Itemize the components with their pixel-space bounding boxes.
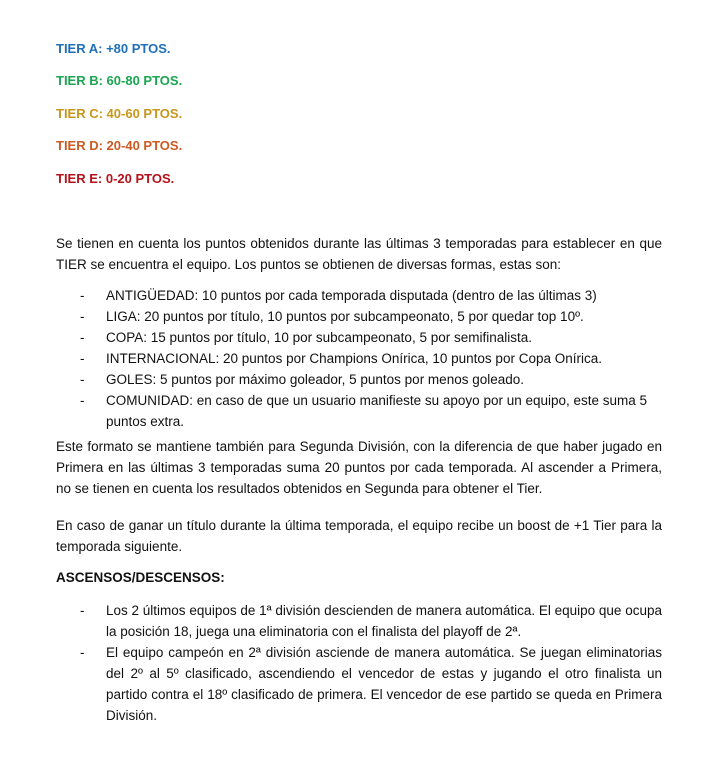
tier-a-label: TIER A: +80 PTOS. (56, 41, 171, 56)
intro-paragraph: Se tienen en cuenta los puntos obtenidos durante las últimas 3 temporadas para establecer en que TIER se encuentra el equipo. Los puntos se obtienen de diversas formas, estas son: (56, 236, 662, 272)
list-item (56, 642, 662, 726)
tier-d-label: TIER D: 20-40 PTOS. (56, 138, 183, 153)
list-item-text: COPA: 15 puntos por título, 10 por subcampeonato, 5 por semifinalista. (106, 330, 532, 345)
list-dash: - (80, 351, 85, 366)
segunda-paragraph: Este formato se mantiene también para Segunda División, con la diferencia de que haber jugado en Primera en las últimas 3 temporadas suma 20 puntos por cada temporada. Al ascender a Primera, no se tienen en cuenta los resultados obtenidos en Segunda para obtener el Tier. (56, 439, 662, 496)
list-dash: - (80, 330, 85, 345)
list-item (56, 285, 662, 306)
list-dash: - (80, 372, 85, 387)
list-item (56, 327, 662, 348)
list-item-text: ANTIGÜEDAD: 10 puntos por cada temporada disputada (dentro de las últimas 3) (106, 288, 597, 303)
tier-c-label: TIER C: 40-60 PTOS. (56, 106, 183, 121)
list-item-text: LIGA: 20 puntos por título, 10 puntos por subcampeonato, 5 por quedar top 10º. (106, 309, 584, 324)
list-item-text: COMUNIDAD: en caso de que un usuario manifieste su apoyo por un equipo, este suma 5 puntos extra. (106, 393, 648, 429)
list-item-text: GOLES: 5 puntos por máximo goleador, 5 puntos por menos goleado. (106, 372, 525, 387)
list-item (56, 306, 662, 327)
list-item (56, 600, 662, 642)
tier-e-label: TIER E: 0-20 PTOS. (56, 171, 175, 186)
list-item-text: El equipo campeón en 2ª división asciende de manera automática. Se juegan eliminatorias del 2º al 5º clasificado, ascendiendo el vencedor de estas y jugando el otro finalista un partido contra el 18º clasificado de primera. El vencedor de ese partido se queda en Primera División. (106, 645, 662, 723)
ascensos-heading: ASCENSOS/DESCENSOS: (56, 570, 225, 585)
boost-paragraph: En caso de ganar un título durante la última temporada, el equipo recibe un boost de +1 Tier para la temporada siguiente. (56, 518, 662, 554)
list-item-text: Los 2 últimos equipos de 1ª división descienden de manera automática. El equipo que ocupa la posición 18, juega una eliminatoria con el finalista del playoff de 2ª. (106, 603, 662, 639)
points-list (56, 285, 662, 432)
list-dash: - (80, 393, 85, 408)
list-dash: - (80, 603, 85, 618)
tier-b-label: TIER B: 60-80 PTOS. (56, 73, 183, 88)
list-item (56, 348, 662, 369)
ascensos-list (56, 600, 662, 726)
list-item (56, 369, 662, 390)
list-dash: - (80, 309, 85, 324)
list-item (56, 390, 662, 432)
list-item-text: INTERNACIONAL: 20 puntos por Champions Onírica, 10 puntos por Copa Onírica. (106, 351, 602, 366)
list-dash: - (80, 645, 85, 660)
list-dash: - (80, 288, 85, 303)
